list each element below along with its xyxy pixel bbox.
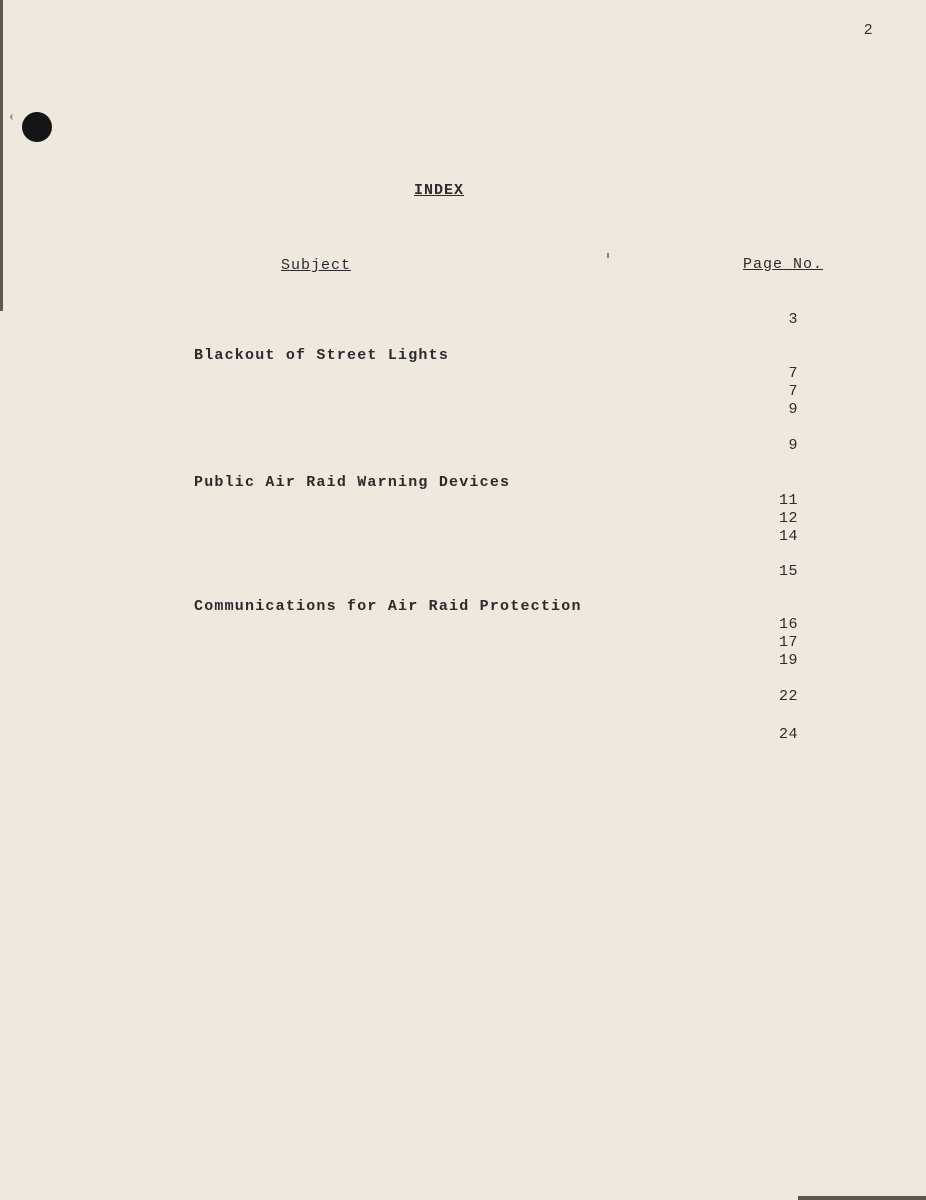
index-entry-page: 16: [0, 616, 798, 1200]
index-entry: [249, 492, 798, 510]
index-entry: [249, 652, 798, 670]
index-entry-page: 22: [0, 688, 798, 1200]
index-entry-page: 7: [0, 365, 798, 1200]
section-heading: Public Air Raid Warning Devices: [194, 474, 511, 491]
page-number: 2: [864, 21, 873, 38]
index-entry: [194, 688, 798, 706]
index-entry: [194, 437, 798, 455]
index-entry: [249, 616, 798, 634]
index-entry: [249, 365, 798, 383]
index-entry-page: 9: [0, 437, 798, 1200]
index-entry-page: 3: [0, 311, 798, 1200]
index-entry-page: 14: [0, 528, 798, 1200]
index-entry: [194, 726, 798, 744]
index-entry-page: 12: [0, 510, 798, 1200]
index-entry: [249, 634, 798, 652]
section-heading: Communications for Air Raid Protection: [194, 598, 582, 615]
index-entry-page: 11: [0, 492, 798, 1200]
index-entry-page: 24: [0, 726, 798, 1200]
index-entry-page: 17: [0, 634, 798, 1200]
index-entry-page: 7: [0, 383, 798, 1200]
section-heading: Blackout of Street Lights: [194, 347, 450, 364]
index-entry: [194, 311, 798, 329]
index-entry: [249, 528, 798, 546]
binder-hole-top-icon: [22, 112, 52, 142]
index-entry: [194, 563, 798, 581]
index-entry-page: 9: [0, 401, 798, 1200]
paper-speck: [607, 253, 609, 258]
index-entry: [249, 383, 798, 401]
index-entry: [249, 510, 798, 528]
page-title: INDEX: [414, 182, 465, 199]
subject-column-header: Subject: [281, 257, 352, 274]
page-column-header: Page No.: [743, 256, 824, 273]
index-entry: [249, 401, 798, 419]
index-entry-page: 19: [0, 652, 798, 1200]
index-entry-page: 15: [0, 563, 798, 1200]
